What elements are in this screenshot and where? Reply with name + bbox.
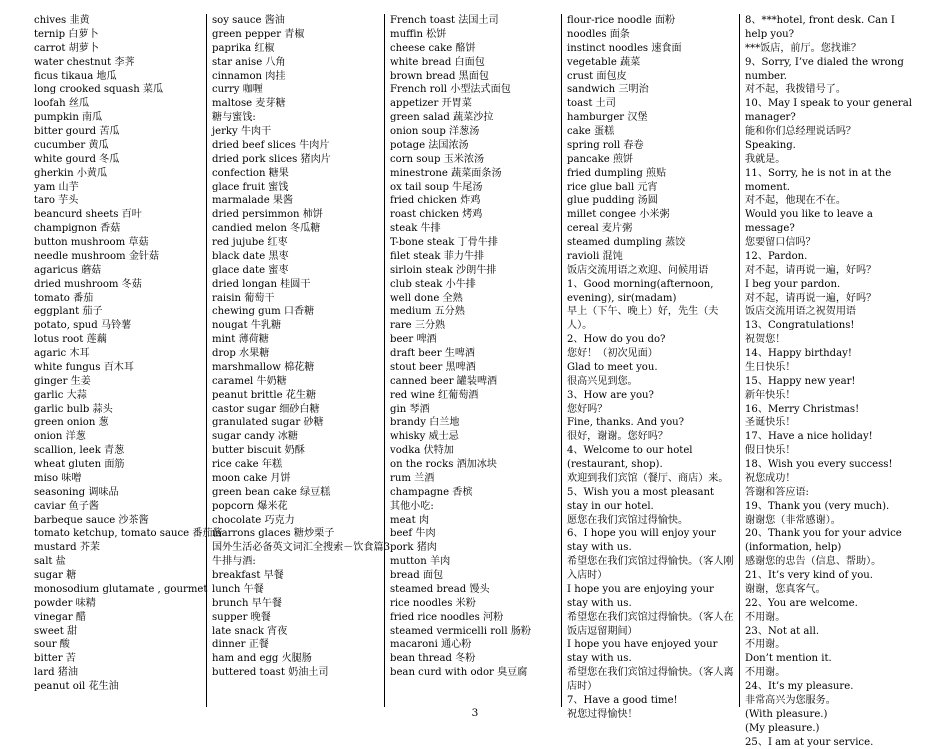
text-line: onion 洋葱: [34, 430, 200, 444]
text-line: peanut brittle 花生糖: [212, 389, 378, 403]
text-line: rice glue ball 元宵: [567, 181, 734, 195]
text-line: chives 韭黄: [34, 14, 200, 28]
text-line: spring roll 春卷: [567, 139, 734, 153]
text-line: pancake 煎饼: [567, 153, 734, 167]
text-line: 15、Happy new year!: [745, 375, 917, 389]
text-line: steamed vermicelli roll 肠粉: [390, 625, 556, 639]
text-line: 对不起，我拨错号了。: [745, 83, 917, 97]
text-line: red jujube 红枣: [212, 236, 378, 250]
text-line: macaroni 通心粉: [390, 638, 556, 652]
text-line: toast 土司: [567, 97, 734, 111]
text-line: carrot 胡萝卜: [34, 42, 200, 56]
text-line: 20、Thank you for your advice (information, help): [745, 527, 917, 555]
text-line: star anise 八角: [212, 56, 378, 70]
text-line: 12、Pardon.: [745, 250, 917, 264]
text-line: potage 法国浓汤: [390, 139, 556, 153]
text-line: beef 牛肉: [390, 527, 556, 541]
text-line: 不用谢。: [745, 666, 917, 680]
text-line: rice noodles 米粉: [390, 597, 556, 611]
text-line: Glad to meet you.: [567, 361, 734, 375]
text-line: bitter 苦: [34, 652, 200, 666]
text-line: caviar 鱼子酱: [34, 500, 200, 514]
text-line: 1、Good morning(afternoon, evening), sir(madam): [567, 278, 734, 306]
text-line: sour 酸: [34, 638, 200, 652]
text-line: garlic bulb 蒜头: [34, 403, 200, 417]
text-line: marrons glaces 糖炒栗子: [212, 527, 378, 541]
text-line: 新年快乐！: [745, 389, 917, 403]
text-line: chocolate 巧克力: [212, 514, 378, 528]
text-line: 感谢您的忠告（信息、帮助）。: [745, 555, 917, 569]
text-line: glace fruit 蜜饯: [212, 181, 378, 195]
text-line: 饭店交流用语之祝贺用语: [745, 305, 917, 319]
text-line: bean thread 冬粉: [390, 652, 556, 666]
text-line: sirloin steak 沙朗牛排: [390, 264, 556, 278]
text-line: French roll 小型法式面包: [390, 83, 556, 97]
column-divider: [561, 14, 562, 707]
text-line: 8、***hotel, front desk. Can I help you?: [745, 14, 917, 42]
text-line: loofah 丝瓜: [34, 97, 200, 111]
text-line: Don’t mention it.: [745, 652, 917, 666]
text-line: T-bone steak 丁骨牛排: [390, 236, 556, 250]
text-line: caramel 牛奶糖: [212, 375, 378, 389]
text-line: steamed dumpling 蒸饺: [567, 236, 734, 250]
text-line: ox tail soup 牛尾汤: [390, 181, 556, 195]
text-line: I beg your pardon.: [745, 278, 917, 292]
text-line: 愿您在我们宾馆过得愉快。: [567, 514, 734, 528]
text-line: 假日快乐！: [745, 444, 917, 458]
text-line: 早上（下午、晚上）好，先生（夫人）。: [567, 305, 734, 333]
text-line: dried beef slices 牛肉片: [212, 139, 378, 153]
text-line: sugar candy 冰糖: [212, 430, 378, 444]
text-line: 我就是。: [745, 153, 917, 167]
text-line: green pepper 青椒: [212, 28, 378, 42]
text-line: champignon 香菇: [34, 222, 200, 236]
text-line: glace date 蜜枣: [212, 264, 378, 278]
text-line: 17、Have a nice holiday!: [745, 430, 917, 444]
text-line: 非常高兴为您服务。: [745, 694, 917, 708]
text-line: black date 黑枣: [212, 250, 378, 264]
text-line: 不用谢。: [745, 638, 917, 652]
text-line: 其他小吃:: [390, 500, 556, 514]
text-line: 谢谢，您真客气。: [745, 583, 917, 597]
text-line: moon cake 月饼: [212, 472, 378, 486]
text-line: white gourd 冬瓜: [34, 153, 200, 167]
text-line: 10、May I speak to your general manager?: [745, 97, 917, 125]
text-line: cheese cake 酪饼: [390, 42, 556, 56]
text-line: Speaking.: [745, 139, 917, 153]
text-line: 您好吗？: [567, 403, 734, 417]
column-5: [745, 14, 917, 708]
text-line: marshmallow 棉花糖: [212, 361, 378, 375]
text-line: yam 山芋: [34, 181, 200, 195]
text-line: medium 五分熟: [390, 305, 556, 319]
text-line: sweet 甜: [34, 625, 200, 639]
text-line: Fine, thanks. And you?: [567, 416, 734, 430]
text-line: late snack 宵夜: [212, 625, 378, 639]
text-line: bean curd with odor 臭豆腐: [390, 666, 556, 680]
text-line: club steak 小牛排: [390, 278, 556, 292]
text-line: ginger 生姜: [34, 375, 200, 389]
text-line: filet steak 菲力牛排: [390, 250, 556, 264]
column-divider: [206, 14, 207, 707]
text-line: powder 味精: [34, 597, 200, 611]
text-line: 4、Welcome to our hotel (restaurant, shop).: [567, 444, 734, 472]
text-line: cereal 麦片粥: [567, 222, 734, 236]
text-line: fried rice noodles 河粉: [390, 611, 556, 625]
text-line: confection 糖果: [212, 167, 378, 181]
text-line: sugar 糖: [34, 569, 200, 583]
text-line: 11、Sorry, he is not in at the moment.: [745, 167, 917, 195]
text-line: muffin 松饼: [390, 28, 556, 42]
text-line: hamburger 汉堡: [567, 111, 734, 125]
column-1: [34, 14, 200, 708]
text-line: whisky 威士忌: [390, 430, 556, 444]
text-line: rice cake 年糕: [212, 458, 378, 472]
text-line: 希望您在我们宾馆过得愉快。（客人离店时）: [567, 666, 734, 694]
text-line: scallion, leek 青葱: [34, 444, 200, 458]
text-line: 2、How do you do?: [567, 333, 734, 347]
text-line: 祝贺您！: [745, 333, 917, 347]
text-line: well done 全熟: [390, 292, 556, 306]
text-line: butter biscuit 奶酥: [212, 444, 378, 458]
text-line: cucumber 黄瓜: [34, 139, 200, 153]
text-line: 14、Happy birthday!: [745, 347, 917, 361]
text-line: drop 水果糖: [212, 347, 378, 361]
text-line: ternip 白萝卜: [34, 28, 200, 42]
text-line: seasoning 调味品: [34, 486, 200, 500]
text-line: green bean cake 绿豆糕: [212, 486, 378, 500]
text-line: 18、Wish you every success!: [745, 458, 917, 472]
text-line: ravioli 混饨: [567, 250, 734, 264]
text-line: marmalade 果酱: [212, 194, 378, 208]
text-line: mutton 羊肉: [390, 555, 556, 569]
text-line: long crooked squash 菜瓜: [34, 83, 200, 97]
text-line: 21、It’s very kind of you.: [745, 569, 917, 583]
text-line: steamed bread 馒头: [390, 583, 556, 597]
text-line: garlic 大蒜: [34, 389, 200, 403]
text-line: rare 三分熟: [390, 319, 556, 333]
text-line: eggplant 茄子: [34, 305, 200, 319]
text-line: water chestnut 李荠: [34, 56, 200, 70]
text-line: 对不起，请再说一遍，好吗？: [745, 292, 917, 306]
text-line: button mushroom 草菇: [34, 236, 200, 250]
text-line: white bread 白面包: [390, 56, 556, 70]
text-line: mint 薄荷糖: [212, 333, 378, 347]
text-line: 24、It’s my pleasure.: [745, 680, 917, 694]
text-line: meat 肉: [390, 514, 556, 528]
text-line: bread 面包: [390, 569, 556, 583]
text-line: brunch 早午餐: [212, 597, 378, 611]
text-line: 19、Thank you (very much).: [745, 500, 917, 514]
text-line: chewing gum 口香糖: [212, 305, 378, 319]
text-line: dried longan 桂圆干: [212, 278, 378, 292]
text-line: onion soup 洋葱汤: [390, 125, 556, 139]
text-line: candied melon 冬瓜糖: [212, 222, 378, 236]
text-line: white fungus 百木耳: [34, 361, 200, 375]
text-line: 您要留口信吗？: [745, 236, 917, 250]
text-line: dinner 正餐: [212, 638, 378, 652]
text-line: French toast 法国土司: [390, 14, 556, 28]
text-line: 答谢和答应语:: [745, 486, 917, 500]
text-line: ham and egg 火腿肠: [212, 652, 378, 666]
text-line: monosodium glutamate , gourmet: [34, 583, 200, 597]
text-line: dried mushroom 冬菇: [34, 278, 200, 292]
text-line: 不用谢。: [745, 611, 917, 625]
text-line: instinct noodles 速食面: [567, 42, 734, 56]
text-line: (With pleasure.): [745, 708, 917, 722]
text-line: 牛排与酒:: [212, 555, 378, 569]
text-line: lunch 午餐: [212, 583, 378, 597]
text-line: gherkin 小黄瓜: [34, 167, 200, 181]
text-line: green onion 葱: [34, 416, 200, 430]
text-line: 7、Have a good time!: [567, 694, 734, 708]
column-4: [567, 14, 734, 708]
text-line: agaricus 蘑菇: [34, 264, 200, 278]
text-line: 欢迎到我们宾馆（餐厅、商店）来。: [567, 472, 734, 486]
text-line: Would you like to leave a message?: [745, 208, 917, 236]
text-line: 谢谢您（非常感谢）。: [745, 514, 917, 528]
text-line: paprika 红椒: [212, 42, 378, 56]
text-line: 很高兴见到您。: [567, 375, 734, 389]
text-line: peanut oil 花生油: [34, 680, 200, 694]
text-line: vegetable 蔬菜: [567, 56, 734, 70]
text-line: glue pudding 汤圆: [567, 194, 734, 208]
text-line: corn soup 玉米浓汤: [390, 153, 556, 167]
text-line: 22、You are welcome.: [745, 597, 917, 611]
text-line: 生日快乐！: [745, 361, 917, 375]
text-line: 希望您在我们宾馆过得愉快。（客人刚入店时）: [567, 555, 734, 583]
text-line: soy sauce 酱油: [212, 14, 378, 28]
text-line: gin 琴酒: [390, 403, 556, 417]
text-line: draft beer 生啤酒: [390, 347, 556, 361]
text-line: 对不起，他现在不在。: [745, 194, 917, 208]
text-line: pork 猪肉: [390, 541, 556, 555]
text-line: castor sugar 细砂白糖: [212, 403, 378, 417]
text-line: vinegar 醋: [34, 611, 200, 625]
text-line: I hope you have enjoyed your stay with us.: [567, 638, 734, 666]
text-line: crust 面包皮: [567, 70, 734, 84]
text-line: steak 牛排: [390, 222, 556, 236]
text-line: miso 味噌: [34, 472, 200, 486]
column-3: [390, 14, 556, 708]
text-line: millet congee 小米粥: [567, 208, 734, 222]
text-line: potato, spud 马铃薯: [34, 319, 200, 333]
text-line: brandy 白兰地: [390, 416, 556, 430]
text-line: salt 盐: [34, 555, 200, 569]
column-divider: [739, 14, 740, 707]
text-line: on the rocks 酒加冰块: [390, 458, 556, 472]
text-line: stout beer 黑啤酒: [390, 361, 556, 375]
text-line: dried persimmon 柿饼: [212, 208, 378, 222]
text-line: flour-rice noodle 面粉: [567, 14, 734, 28]
text-line: 希望您在我们宾馆过得愉快。（客人在饭店逗留期间）: [567, 611, 734, 639]
text-line: canned beer 罐装啤酒: [390, 375, 556, 389]
text-line: 能和你们总经理说话吗？: [745, 125, 917, 139]
page-number: 3: [0, 707, 950, 719]
text-line: 3、How are you?: [567, 389, 734, 403]
text-line: lotus root 莲藕: [34, 333, 200, 347]
text-line: 祝您成功！: [745, 472, 917, 486]
text-line: beer 啤酒: [390, 333, 556, 347]
text-line: breakfast 早餐: [212, 569, 378, 583]
text-line: 对不起，请再说一遍，好吗？: [745, 264, 917, 278]
text-line: 16、Merry Christmas!: [745, 403, 917, 417]
text-line: sandwich 三明治: [567, 83, 734, 97]
text-line: 25、I am at your service.: [745, 736, 917, 749]
text-line: pumpkin 南瓜: [34, 111, 200, 125]
text-line: green salad 蔬菜沙拉: [390, 111, 556, 125]
text-line: nougat 牛乳糖: [212, 319, 378, 333]
column-2: [212, 14, 378, 708]
text-line: 糖与蜜饯:: [212, 111, 378, 125]
text-line: noodles 面条: [567, 28, 734, 42]
text-line: bitter gourd 苦瓜: [34, 125, 200, 139]
text-line: minestrone 蔬菜面条汤: [390, 167, 556, 181]
text-line: wheat gluten 面筋: [34, 458, 200, 472]
text-line: lard 猪油: [34, 666, 200, 680]
text-line: supper 晚餐: [212, 611, 378, 625]
text-line: 很好，谢谢。您好吗？: [567, 430, 734, 444]
text-line: curry 咖喱: [212, 83, 378, 97]
text-line: 圣诞快乐！: [745, 416, 917, 430]
text-line: roast chicken 烤鸡: [390, 208, 556, 222]
text-line: 9、Sorry, I’ve dialed the wrong number.: [745, 56, 917, 84]
text-line: buttered toast 奶油土司: [212, 666, 378, 680]
text-line: popcorn 爆米花: [212, 500, 378, 514]
text-line: 13、Congratulations!: [745, 319, 917, 333]
text-line: fried dumpling 煎贴: [567, 167, 734, 181]
text-line: vodka 伏特加: [390, 444, 556, 458]
text-line: 您好！（初次见面）: [567, 347, 734, 361]
text-line: dried pork slices 猪肉片: [212, 153, 378, 167]
text-line: 祝您过得愉快！: [567, 708, 734, 722]
text-line: tomato 番茄: [34, 292, 200, 306]
text-line: beancurd sheets 百叶: [34, 208, 200, 222]
text-line: agaric 木耳: [34, 347, 200, 361]
text-line: tomato ketchup, tomato sauce 番茄酱: [34, 527, 200, 541]
text-line: cinnamon 肉挂: [212, 70, 378, 84]
text-line: taro 芋头: [34, 194, 200, 208]
column-divider: [384, 14, 385, 707]
text-line: 23、Not at all.: [745, 625, 917, 639]
text-line: (My pleasure.): [745, 722, 917, 736]
text-line: I hope you are enjoying your stay with us.: [567, 583, 734, 611]
text-line: rum 兰酒: [390, 472, 556, 486]
text-line: brown bread 黑面包: [390, 70, 556, 84]
text-line: needle mushroom 金针菇: [34, 250, 200, 264]
text-line: 国外生活必备英文词汇全搜索－饮食篇3: [212, 541, 378, 555]
text-line: cake 蛋糕: [567, 125, 734, 139]
text-line: mustard 芥茉: [34, 541, 200, 555]
text-line: raisin 葡萄干: [212, 292, 378, 306]
text-line: champagne 香槟: [390, 486, 556, 500]
text-line: 5、Wish you a most pleasant stay in our hotel.: [567, 486, 734, 514]
text-line: ficus tikaua 地瓜: [34, 70, 200, 84]
text-line: jerky 牛肉干: [212, 125, 378, 139]
text-line: barbeque sauce 沙茶酱: [34, 514, 200, 528]
text-line: 6、I hope you will enjoy your stay with us.: [567, 527, 734, 555]
text-line: granulated sugar 砂糖: [212, 416, 378, 430]
text-line: ***饭店，前厅。您找谁？: [745, 42, 917, 56]
text-line: red wine 红葡萄酒: [390, 389, 556, 403]
text-line: 饭店交流用语之欢迎、问候用语: [567, 264, 734, 278]
text-line: fried chicken 炸鸡: [390, 194, 556, 208]
text-line: appetizer 开胃菜: [390, 97, 556, 111]
text-line: maltose 麦芽糖: [212, 97, 378, 111]
